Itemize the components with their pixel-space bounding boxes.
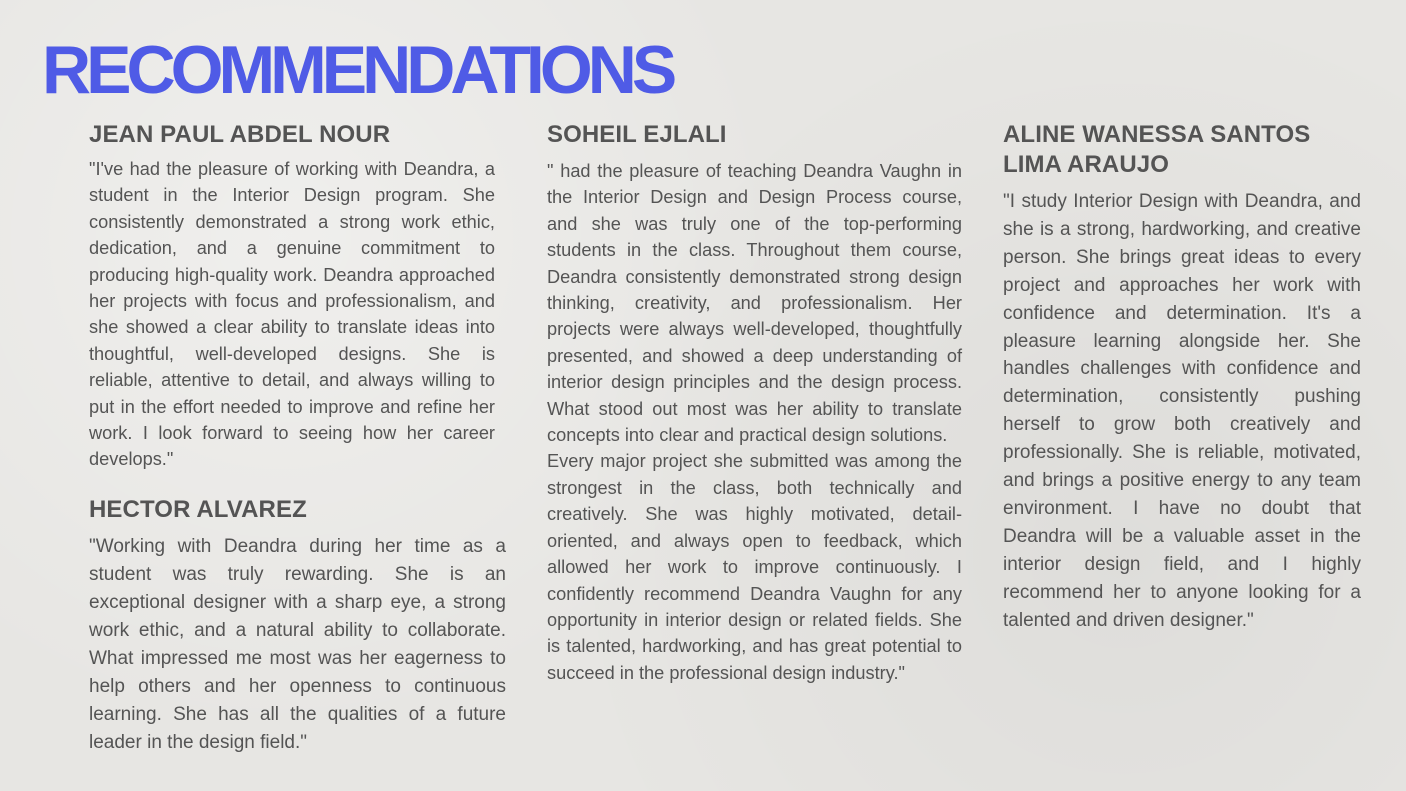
recommender-name: SOHEIL EJLALI [547, 121, 727, 148]
recommender-name: HECTOR ALVAREZ [89, 496, 307, 523]
recommendation-text: " had the pleasure of teaching Deandra Vaughn in the Interior Design and Design Process course, and she was truly one of the top-performing students in the class. Throughout them course, Deandra consistently demonstrated strong design thinking, creativity, and professionalism. Her projects were always well-developed, thoughtfully presented, and showed a deep understanding of interior design principles and the design process. What stood out most was her ability to translate concepts into clear and practical design solutions. [547, 161, 962, 446]
recommender-name: ALINE WANESSA SANTOS LIMA ARAUJO [1003, 121, 1311, 178]
recommendation-card [547, 120, 962, 686]
recommendation-text: "I study Interior Design with Deandra, and she is a strong, hardworking, and creative person. She brings great ideas to every project and approaches her work with confidence and determination. It's a pleasure learning alongside her. She handles challenges with confidence and determination, consistently pushing herself to grow both creatively and professionally. She is reliable, motivated, and brings a positive energy to any team environment. I have no doubt that Deandra will be a valuable asset in the interior design field, and I highly recommend her to anyone looking for a talented and driven designer." [1003, 191, 1361, 631]
recommendation-card [1003, 120, 1361, 635]
recommendation-text: "Working with Deandra during her time as a student was truly rewarding. She is an exceptional designer with a sharp eye, a strong work ethic, and a natural ability to collaborate. What impressed me most was her eagerness to help others and her openness to continuous learning. She has all the qualities of a future leader in the design field." [89, 536, 506, 753]
recommendation-card [89, 495, 506, 757]
recommendation-card [89, 120, 495, 473]
recommendation-text-continued: Every major project she submitted was among the strongest in the class, both technically and creatively. She was highly motivated, detail-oriented, and always open to feedback, which allowed her work to improve continuously. I confidently recommend Deandra Vaughn for any opportunity in interior design or related fields. She is talented, hardworking, and has great potential to succeed in the professional design industry." [547, 451, 962, 683]
recommender-name: JEAN PAUL ABDEL NOUR [89, 121, 391, 148]
page-title: RECOMMENDATIONS [42, 32, 673, 108]
recommendation-text: "I've had the pleasure of working with Deandra, a student in the Interior Design program. She consistently demonstrated a strong work ethic, dedication, and a genuine commitment to producing high-quality work. Deandra approached her projects with focus and professionalism, and she showed a clear ability to translate ideas into thoughtful, well-developed designs. She is reliable, attentive to detail, and always willing to put in the effort needed to improve and refine her work. I look forward to seeing how her career develops." [89, 159, 495, 470]
